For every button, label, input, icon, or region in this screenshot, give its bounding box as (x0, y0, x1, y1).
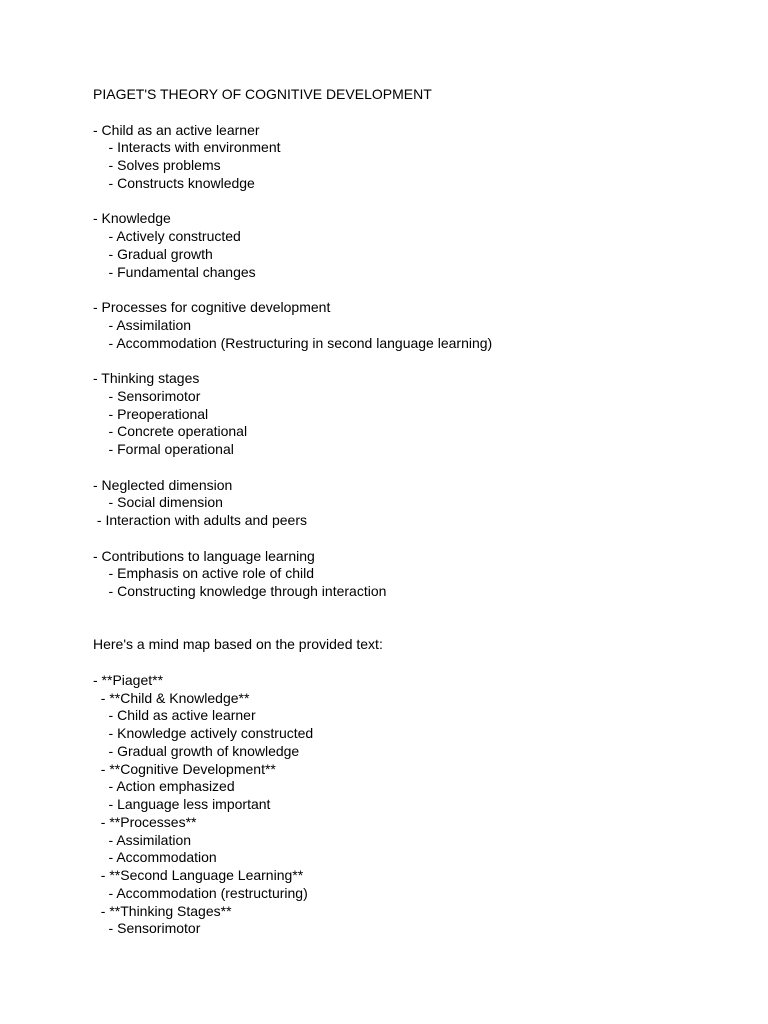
mindmap-line: - Accommodation (restructuring) (93, 884, 308, 901)
spacer (93, 654, 733, 672)
section-heading-knowledge: - Knowledge (93, 210, 171, 227)
mindmap-line: - Child as active learner (93, 707, 256, 724)
mindmap-line: - Language less important (93, 796, 271, 812)
mindmap-line: - **Child & Knowledge** (93, 689, 250, 706)
list-item: - Interacts with environment (93, 139, 281, 156)
list-item: - Concrete operational (93, 423, 248, 440)
spacer (93, 601, 733, 637)
mindmap-line: - **Processes** (93, 813, 197, 830)
list-item: - Formal operational (93, 441, 234, 457)
spacer (93, 193, 733, 211)
section-heading-contributions: - Contributions to language learning (93, 547, 315, 564)
list-item: - Assimilation (93, 316, 192, 333)
mindmap-line: - Knowledge actively constructed (93, 725, 314, 741)
list-item: - Emphasis on active role of child (93, 565, 314, 582)
spacer (93, 352, 733, 370)
spacer (93, 530, 733, 548)
document-body (93, 86, 733, 938)
section-heading-thinking-stages: - Thinking stages (93, 370, 200, 386)
mindmap-line: - **Piaget** (93, 671, 164, 688)
list-item: - Preoperational (93, 405, 209, 422)
mindmap-line: - **Second Language Learning** (93, 867, 304, 883)
mindmap-line: - Sensorimotor (93, 920, 201, 937)
mindmap-line: - Assimilation (93, 831, 192, 848)
list-item: - Gradual growth (93, 245, 213, 262)
list-item: - Constructing knowledge through interaction (93, 583, 387, 599)
list-item: - Actively constructed (93, 228, 241, 244)
list-item: - Fundamental changes (93, 263, 256, 280)
spacer (93, 459, 733, 477)
mindmap-line: - **Cognitive Development** (93, 760, 276, 777)
mindmap-intro: Here's a mind map based on the provided text: (93, 636, 383, 653)
list-item: - Interaction with adults and peers (93, 512, 308, 528)
mindmap-line: - Gradual growth of knowledge (93, 742, 300, 759)
section-heading-processes: - Processes for cognitive development (93, 299, 331, 315)
section-heading-active-learner: - Child as an active learner (93, 121, 260, 138)
list-item: - Social dimension (93, 494, 223, 511)
mindmap-line: - **Thinking Stages** (93, 902, 232, 919)
section-heading-neglected-dimension: - Neglected dimension (93, 476, 233, 493)
spacer (93, 281, 733, 299)
mindmap-line: - Accommodation (93, 849, 217, 866)
spacer (93, 104, 733, 122)
list-item: - Constructs knowledge (93, 174, 255, 191)
document-title: PIAGET'S THEORY OF COGNITIVE DEVELOPMENT (93, 86, 432, 102)
mindmap-line: - Action emphasized (93, 778, 235, 795)
list-item: - Sensorimotor (93, 387, 201, 404)
list-item: - Accommodation (Restructuring in second language learning) (93, 334, 493, 351)
list-item: - Solves problems (93, 157, 221, 173)
